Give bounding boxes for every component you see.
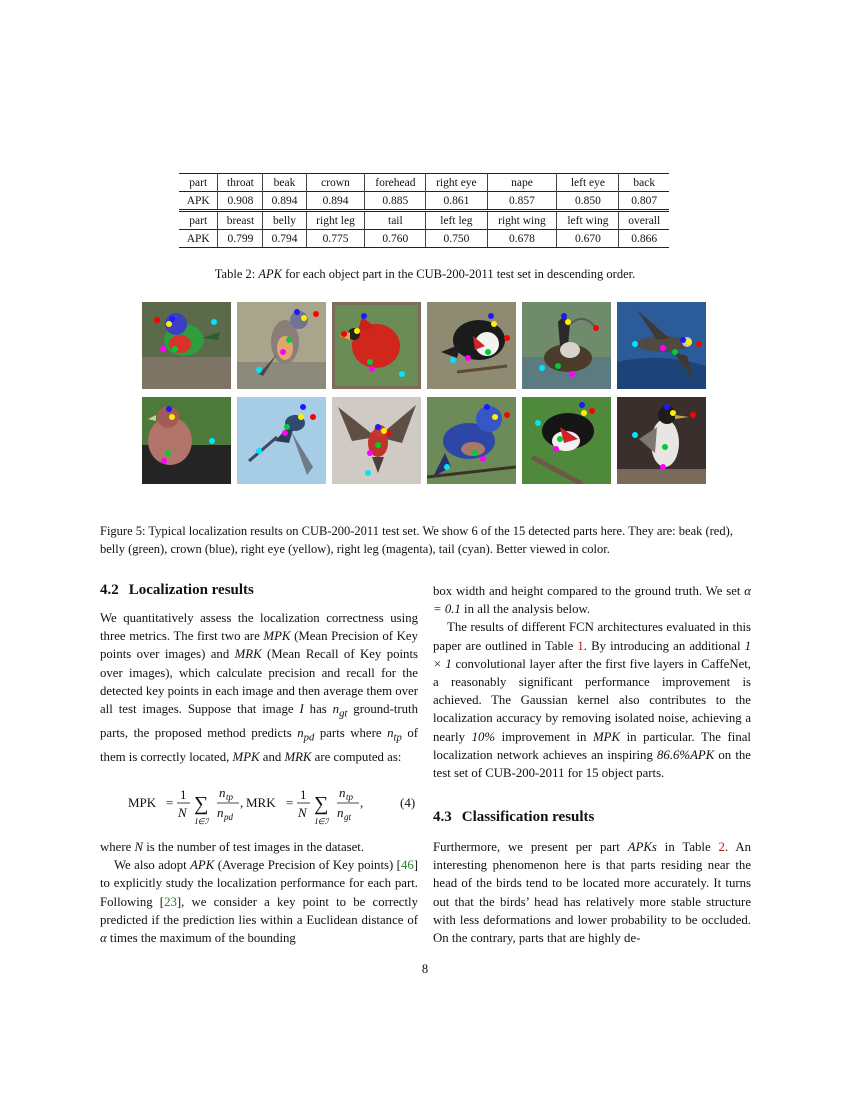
text-span: and — [259, 749, 285, 764]
term: MPK — [232, 749, 260, 764]
svg-text:n: n — [217, 805, 224, 820]
svg-text:1: 1 — [300, 787, 307, 802]
table-cell: right leg — [306, 211, 365, 230]
text-span: (Average Precision of Key points) [ — [214, 858, 401, 873]
table-cell: breast — [218, 211, 263, 230]
text-span: (Mean Recall of Key points over images), which calculate precision and recall for the detected key points in each image and then average them over all test images. Suppose that image — [100, 647, 418, 717]
text-span: . An interesting phenomenon here is that parts residing near the head of the birds tend to be located more accurately. It turns out that the birds’ head has relatively more stable structure with less deformations and lower probability to be occluded. On the contrary, parts that are highly de- — [433, 840, 751, 946]
table-row — [179, 192, 669, 211]
math-var: n — [297, 725, 304, 740]
equation-4 — [100, 780, 418, 830]
math-var: 10% — [471, 729, 496, 744]
table-cell: tail — [365, 211, 426, 230]
text-span: We also adopt — [114, 858, 191, 873]
term: APK — [690, 747, 715, 762]
text-span: is the number of test images in the dataset. — [143, 840, 365, 854]
bird-image — [427, 302, 516, 389]
section-title: Localization results — [128, 582, 254, 598]
section-number: 4.3 — [433, 809, 452, 825]
table-cell: 0.861 — [426, 192, 487, 211]
table-cell: APK — [179, 230, 218, 248]
table-cell: 0.866 — [619, 230, 669, 248]
text-span: in all the analysis below. — [460, 602, 591, 617]
text-span: on the test set of CUB-200-2011 for 15 object parts. — [433, 747, 751, 781]
paragraph — [433, 838, 751, 947]
figure-caption: Figure 5: Typical localization results on CUB-200-2011 test set. We show 6 of the 15 detected parts here. They are: beak (red), belly (green), crown (blue), right eye (yellow), right leg (magenta), tail (cyan). Better viewed in color. — [100, 524, 733, 556]
table-cell: 0.678 — [487, 230, 557, 248]
svg-text:,: , — [240, 795, 244, 810]
text-span: of them is correctly located, — [100, 725, 419, 764]
bird-image — [142, 397, 231, 484]
paragraph — [100, 856, 418, 947]
table-ref-link[interactable]: 1 — [577, 638, 584, 653]
math-sub: tp — [393, 732, 402, 744]
bird-image — [522, 302, 611, 389]
section-number: 4.2 — [100, 582, 119, 598]
math-var: 86.6% — [657, 747, 691, 762]
table-row — [179, 230, 669, 248]
caption-emphasis: APK — [258, 267, 282, 281]
bird-image — [522, 397, 611, 484]
table-cell: APK — [179, 192, 218, 211]
term: MRK — [234, 647, 262, 662]
math-var: I — [299, 702, 304, 717]
section-title: Classification results — [461, 809, 595, 825]
svg-text:tp: tp — [226, 792, 234, 802]
table-cell: left wing — [557, 211, 619, 230]
svg-text:n: n — [337, 805, 344, 820]
svg-text:∑: ∑ — [194, 793, 209, 815]
bird-image — [617, 397, 706, 484]
right-column — [433, 582, 751, 782]
svg-text:N: N — [298, 805, 307, 820]
table-cell: beak — [263, 174, 306, 192]
text-span: box width and height compared to the ground truth. We set — [433, 584, 745, 598]
paragraph — [433, 582, 751, 618]
table-cell: 0.857 — [487, 192, 557, 211]
term: MRK — [284, 749, 312, 764]
bird-image — [332, 302, 421, 389]
caption-label: Table 2: — [214, 267, 259, 281]
text-span: parts where — [314, 725, 388, 740]
table-cell: 0.760 — [365, 230, 426, 248]
table-cell: right eye — [426, 174, 487, 192]
equation-svg — [100, 780, 418, 830]
text-span: ground-truth parts, the proposed method predicts — [100, 702, 418, 740]
svg-text:n: n — [219, 785, 226, 800]
text-span: are computed as: — [311, 749, 402, 764]
bird-image — [427, 397, 516, 484]
table-cell: throat — [218, 174, 263, 192]
math-var: n — [387, 725, 394, 740]
right-column-lower — [433, 838, 751, 947]
table-cell: 0.775 — [306, 230, 365, 248]
table-cell: 0.750 — [426, 230, 487, 248]
text-span: ] to explicitly study the localization performance for each part. Following [ — [100, 858, 418, 909]
table-cell: 0.908 — [218, 192, 263, 211]
term: APK — [190, 858, 215, 873]
eq-number: (4) — [400, 795, 416, 810]
text-span: (Mean Precision of Key points over images) and — [100, 629, 418, 662]
text-span: Furthermore, we present per part — [433, 840, 628, 854]
text-span: convolutional layer after the first five layers in CaffeNet, a reasonably significant performance improvement is achieved. The Gaussian kernel also contributes to the localization accuracy by removing isolated noise, achieving a nearly — [433, 656, 751, 744]
svg-text:tp: tp — [346, 792, 354, 802]
section-heading-4-3 — [433, 809, 594, 826]
table-cell: 0.670 — [557, 230, 619, 248]
caption-text: for each object part in the CUB-200-2011 test set in descending order. — [281, 267, 636, 281]
math-var: α — [100, 931, 107, 946]
table-cell: belly — [263, 211, 306, 230]
citation-link[interactable]: 46 — [400, 858, 414, 873]
section-heading-4-2 — [100, 582, 254, 599]
table-cell: 0.885 — [365, 192, 426, 211]
text-span: . By introducing an additional — [583, 638, 745, 653]
table-cell: 0.894 — [306, 192, 365, 211]
term: MPK — [263, 629, 291, 644]
term: APKs — [627, 840, 657, 854]
table-cell: crown — [306, 174, 365, 192]
svg-text:=: = — [166, 795, 174, 810]
svg-text:I∈ℐ: I∈ℐ — [195, 817, 209, 826]
math-var: α = 0.1 — [433, 584, 751, 617]
table-ref-link[interactable]: 2 — [718, 840, 725, 854]
table-cell: nape — [487, 174, 557, 192]
paragraph — [100, 609, 418, 766]
bird-image — [617, 302, 706, 389]
eq-mrk: MRK — [246, 795, 276, 810]
citation-link[interactable]: 23 — [164, 894, 177, 909]
svg-text:,: , — [360, 795, 364, 810]
table-cell: part — [179, 211, 218, 230]
svg-text:gt: gt — [344, 812, 352, 822]
left-column — [100, 609, 418, 766]
svg-text:∑: ∑ — [314, 793, 329, 815]
table-cell: back — [619, 174, 669, 192]
table-cell: 0.850 — [557, 192, 619, 211]
table-row — [179, 211, 669, 230]
table-caption — [0, 265, 850, 283]
math-var: 1 × 1 — [433, 638, 751, 671]
math-var: n — [332, 702, 340, 717]
table-cell: part — [179, 174, 218, 192]
text-span: ], we consider a key point to be correctly predicted if the prediction lies within a Euclidean distance of — [100, 894, 418, 927]
bird-image — [237, 302, 326, 389]
math-sub: gt — [339, 708, 348, 720]
table-cell: 0.894 — [263, 192, 306, 211]
table-cell: 0.799 — [218, 230, 263, 248]
table-cell: forehead — [365, 174, 426, 192]
bird-image — [237, 397, 326, 484]
text-span: in Table — [656, 840, 719, 854]
table-row — [179, 174, 669, 192]
paragraph — [433, 618, 751, 782]
math-var: N — [134, 840, 144, 854]
table-cell: 0.807 — [619, 192, 669, 211]
text-span: has — [303, 702, 333, 717]
paragraph — [100, 838, 418, 856]
bird-image — [142, 302, 231, 389]
term: MPK — [593, 729, 621, 744]
svg-text:1: 1 — [180, 787, 187, 802]
text-span: The results of different FCN architectures evaluated in this paper are outlined in Table — [433, 620, 751, 653]
math-sub: pd — [303, 732, 315, 744]
page-number: 8 — [421, 962, 429, 976]
apk-table — [179, 173, 669, 248]
svg-text:=: = — [286, 795, 294, 810]
svg-text:I∈ℐ: I∈ℐ — [315, 817, 329, 826]
table-cell: right wing — [487, 211, 557, 230]
svg-text:n: n — [339, 785, 346, 800]
eq-mpk: MPK — [128, 795, 157, 810]
table-cell: overall — [619, 211, 669, 230]
svg-text:pd: pd — [224, 812, 233, 822]
text-span: times the maximum of the bounding — [106, 931, 296, 946]
text-span: in particular. The final localization network achieves an inspiring — [433, 729, 751, 762]
table-cell: left leg — [426, 211, 487, 230]
bird-image — [332, 397, 421, 484]
table-cell: left eye — [557, 174, 619, 192]
left-column-lower — [100, 838, 418, 947]
bird-figure — [142, 302, 707, 486]
text-span: improvement in — [495, 729, 594, 744]
text-span: where — [100, 840, 135, 854]
text-span: We quantitatively assess the localization correctness using three metrics. The first two are — [100, 611, 418, 644]
table-cell: 0.794 — [263, 230, 306, 248]
svg-text:N: N — [178, 805, 187, 820]
